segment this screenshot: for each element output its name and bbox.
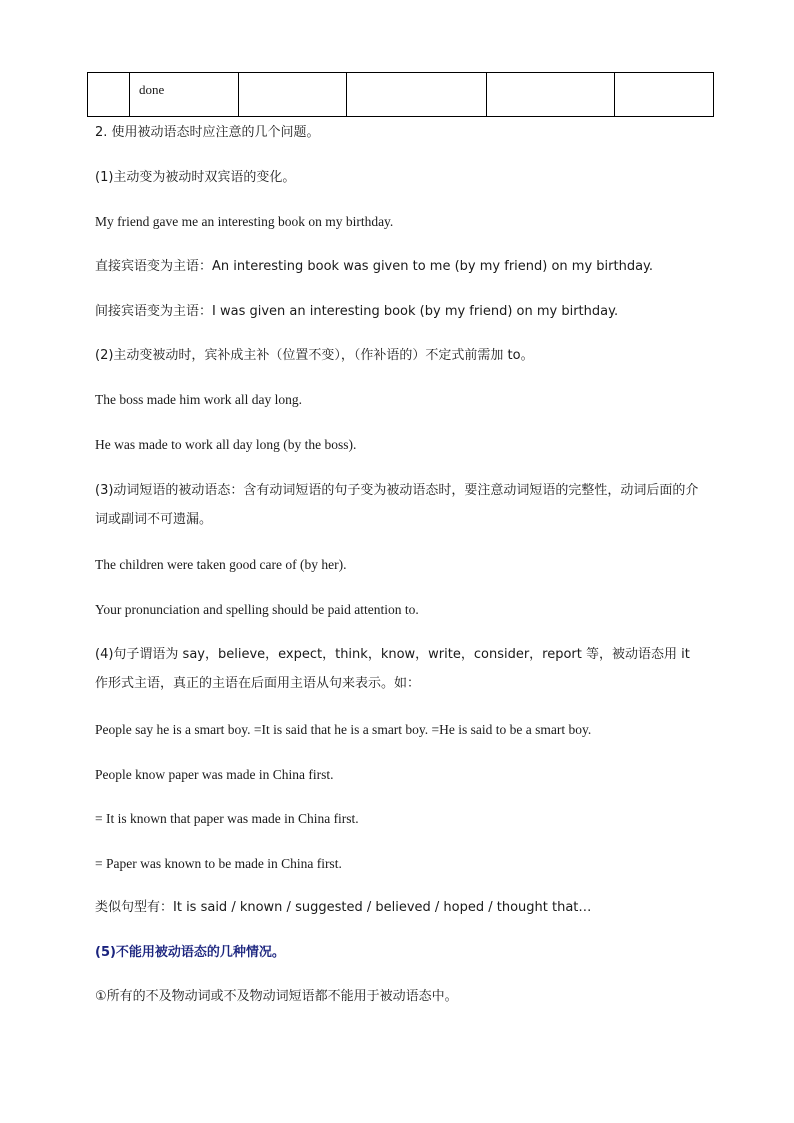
p1-example: My friend gave me an interesting book on my birthday. [95,214,394,229]
p2-example-passive: He was made to work all day long (by the boss). [95,437,357,452]
table-cell [239,73,347,117]
p3-example-2: Your pronunciation and spelling should be paid attention to. [95,602,419,617]
p2-heading: (2)主动变被动时，宾补成主补（位置不变），（作补语的）不定式前需加 to。 [95,348,534,363]
p4-example-3: = It is known that paper was made in China first. [95,811,359,826]
p4-similar-patterns: 类似句型有：It is said / known / suggested / believed / hoped / thought that… [95,900,592,915]
p4-heading: (4)句子谓语为 say，believe，expect，think，know，write，consider，report 等，被动语态用 it 作形式主语，真正的主语在后面用主语从句来表示。如： [95,647,690,691]
p3-example-1: The children were taken good care of (by her). [95,557,347,572]
p4-example-2: People know paper was made in China first. [95,767,334,782]
p5-item-1: ①所有的不及物动词或不及物动词短语都不能用于被动语态中。 [95,989,458,1004]
table-cell [347,73,487,117]
p4-example-1: People say he is a smart boy. =It is said that he is a smart boy. =He is said to be a smart boy. [95,722,592,737]
p3-heading: (3)动词短语的被动语态：含有动词短语的句子变为被动语态时，要注意动词短语的完整性，动词后面的介词或副词不可遗漏。 [95,483,699,527]
section-title: 2. 使用被动语态时应注意的几个问题。 [95,125,320,140]
table-cell-done [130,73,239,117]
p1-direct-object: 直接宾语变为主语：An interesting book was given to me (by my friend) on my birthday. [95,259,654,274]
table-cell [88,73,130,117]
p2-example-active: The boss made him work all day long. [95,392,302,407]
cell-text: done [139,82,165,97]
table-row [88,73,714,117]
table-cell [487,73,615,117]
p1-heading: (1)主动变为被动时双宾语的变化。 [95,170,296,185]
p5-heading: (5)不能用被动语态的几种情况。 [95,945,285,960]
table-cell [615,73,714,117]
verb-form-table-fragment [87,72,714,117]
p4-example-4: = Paper was known to be made in China first. [95,856,342,871]
p1-indirect-object: 间接宾语变为主语：I was given an interesting book (by my friend) on my birthday. [95,304,619,319]
